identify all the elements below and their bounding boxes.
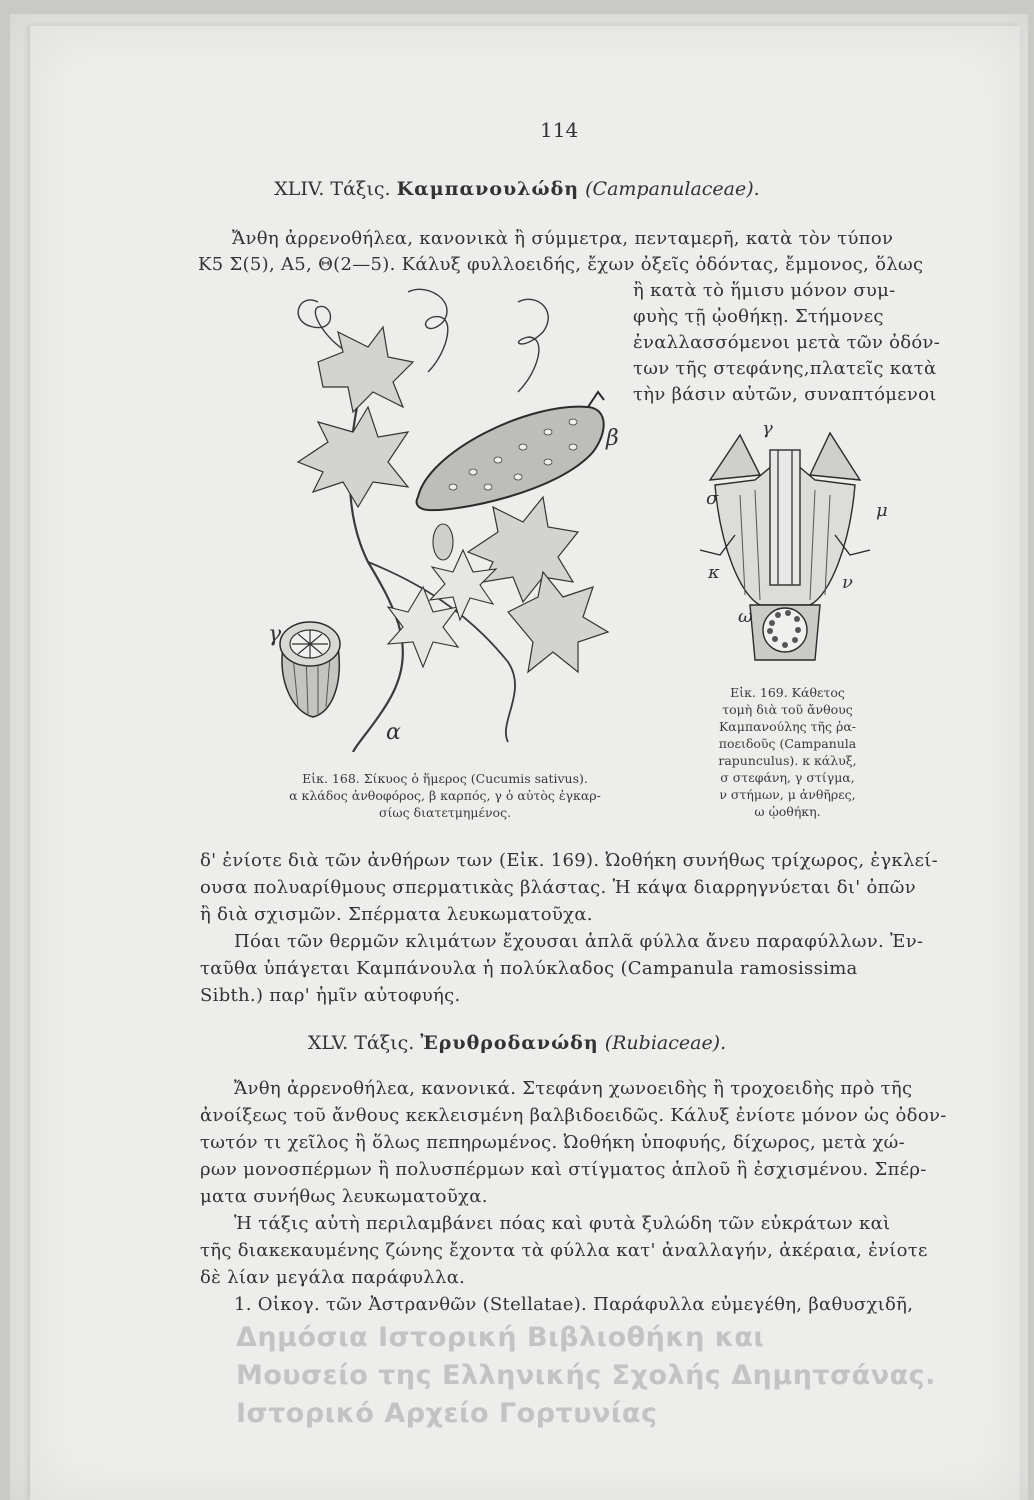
cucumber-illustration [258,282,638,752]
figure-label-n: ν [842,572,854,593]
caption-line: Εἰκ. 168. Σίκυος ὁ ἥμερος (Cucumis sativus). [302,771,588,786]
text-line: ἢ διὰ σχισμῶν. Σπέρματα λευκωματοῦχα. [200,904,593,925]
text-line: Sibth.) παρ' ἡμῖν αὐτοφυής. [200,985,461,1006]
text-line: Πόαι τῶν θερμῶν κλιμάτων ἔχουσαι ἁπλᾶ φύλλα ἄνευ παραφύλλων. Ἐν- [234,931,924,952]
figure-label-b: β [606,426,620,451]
caption-line: Εἰκ. 169. Κάθετος [730,685,845,700]
page-number: 114 [540,118,579,142]
figure-169-caption [680,684,895,820]
text-line: Κ5 Σ(5), Α5, Θ(2—5). Κάλυξ φυλλοειδής, ἔχων ὀξεῖς ὀδόντας, ἔμμονος, ὅλως [198,254,924,275]
text-line: ταῦθα ὑπάγεται Καμπάνουλα ἡ πολύκλαδος (Campanula ramosissima [200,958,858,979]
text-line: ρων μονοσπέρμων ἢ πολυσπέρμων καὶ στίγματος ἁπλοῦ ἢ ἐσχισμένου. Σπέρ- [200,1159,927,1180]
figure-label-m: μ [876,500,888,521]
figure-label-o: ω [738,606,753,627]
text-line: τῆς διακεκαυμένης ζώνης ἔχοντα τὰ φύλλα κατ' ἀναλλαγήν, ἀκέραια, ἐνίοτε [200,1240,928,1261]
figure-label-g: γ [762,418,774,439]
watermark-line: Δημόσια Ιστορική Βιβλιοθήκη και [236,1322,765,1353]
figure-label-g: γ [268,622,282,647]
text-line: ἐναλλασσόμενοι μετὰ τῶν ὀδόν- [633,332,941,353]
caption-line: ω ᾠοθήκη. [754,804,821,819]
text-line: Ἄνθη ἀρρενοθήλεα, κανονικὰ ἢ σύμμετρα, πενταμερῆ, κατὰ τὸν τύπον [232,228,894,249]
text-line: τὴν βάσιν αὐτῶν, συναπτόμενοι [633,384,937,405]
watermark-line: Μουσείο της Ελληνικής Σχολής Δημητσάνας. [236,1360,936,1391]
text-line: τωτόν τι χεῖλος ἢ ὅλως πεπηρωμένος. Ὠοθήκη ὑποφυής, δίχωρος, μετὰ χώ- [200,1132,906,1153]
section-heading-45 [0,1032,1034,1054]
caption-line: rapunculus). κ κάλυξ, [718,753,857,768]
text-line: ουσα πολυαρίθμους σπερματικὰς βλάστας. Ἡ κάψα διαρρηγνύεται δι' ὀπῶν [200,877,916,898]
text-line: δ' ἐνίοτε διὰ τῶν ἀνθήρων των (Εἰκ. 169). Ὠοθήκη συνήθως τρίχωρος, ἐγκλεί- [200,850,939,871]
figure-168-caption [240,770,650,821]
text-line: ματα συνήθως λευκωματοῦχα. [200,1186,488,1207]
caption-line: ν στήμων, μ ἀνθῆρες, [719,787,856,802]
text-line: 1. Οἰκογ. τῶν Ἀστρανθῶν (Stellatae). Παράφυλλα εὐμεγέθη, βαθυσχιδῆ, [234,1294,914,1315]
text-line: Ἄνθη ἀρρενοθήλεα, κανονικά. Στεφάνη χωνοειδὴς ἢ τροχοειδὴς πρὸ τῆς [234,1078,913,1099]
section-title: Καμπανουλώδη [396,178,580,200]
section-title: Ἐρυθροδανώδη [420,1032,599,1054]
text-line: Ἡ τάξις αὐτὴ περιλαμβάνει πόας καὶ φυτὰ ξυλώδη τῶν εὐκράτων καὶ [234,1213,891,1234]
caption-line: τομὴ διὰ τοῦ ἄνθους [722,702,853,717]
section-number: XLV. Τάξις. [307,1032,415,1054]
figure-label-k: κ [708,562,721,583]
figure-label-a: α [386,720,402,745]
text-line: των τῆς στεφάνης,πλατεῖς κατὰ [633,358,937,379]
watermark-line: Ιστορικό Αρχείο Γορτυνίας [236,1398,658,1429]
section-latin-name: (Campanulaceae). [585,178,760,200]
figure-label-s: σ [706,488,719,509]
text-line: φυὴς τῇ ᾠοθήκῃ. Στήμονες [633,306,884,327]
campanula-section-illustration [700,425,870,675]
text-line: ἀνοίξεως τοῦ ἄνθους κεκλεισμένη βαλβιδοειδῶς. Κάλυξ ἐνίοτε μόνον ὡς ὀδον- [200,1105,947,1126]
section-heading-44 [0,178,1034,200]
caption-line: ποειδοῦς (Campanula [718,736,857,751]
section-latin-name: (Rubiaceae). [604,1032,727,1054]
caption-line: Καμπανούλης τῆς ῥα- [718,719,857,734]
caption-line: σ στεφάνη, γ στίγμα, [720,770,855,785]
text-line: ἢ κατὰ τὸ ἥμισυ μόνον συμ- [633,280,896,301]
text-line: δὲ λίαν μεγάλα παράφυλλα. [200,1267,466,1288]
caption-line: σίως διατετμημένος. [378,805,512,820]
section-number: XLIV. Τάξις. [274,178,391,200]
caption-line: α κλάδος ἀνθοφόρος, β καρπός, γ ὁ αὐτὸς ἐγκαρ- [289,788,601,803]
